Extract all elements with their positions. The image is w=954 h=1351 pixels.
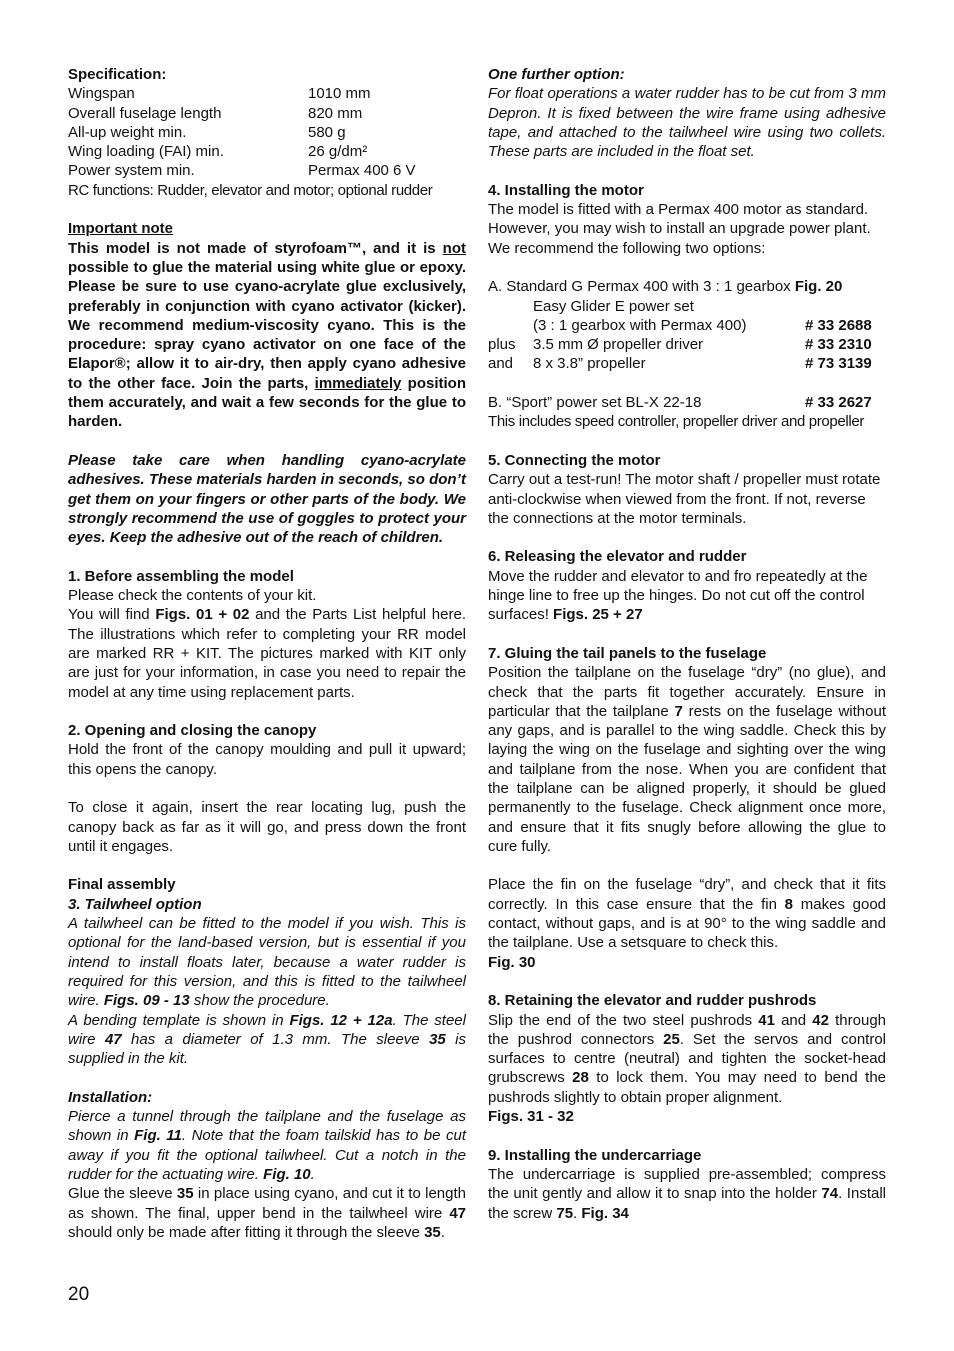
- left-column: [68, 65, 466, 1242]
- section-2-text: Hold the front of the canopy moulding and pull it upward; this opens the canopy.: [68, 741, 466, 778]
- spec-value: Permax 400 6 V: [308, 162, 416, 180]
- page-number: 20: [68, 1284, 90, 1305]
- figure-reference: Figs. 25 + 27: [553, 606, 643, 624]
- figure-reference: Figs. 31 - 32: [488, 1108, 574, 1126]
- installation-text: Pierce a tunnel through the tailplane and the fuselage as shown in Fig. 11. Note that the foam tailskid has to be cut away if you fit the optional tailwheel. Cut a notch in the rudder for the actuating wire. Fig. 10.: [68, 1108, 466, 1183]
- section-3-text: A tailwheel can be fitted to the model if you wish. This is optional for the land-based version, but is essential if you intend to install floats later, because a water rudder is required for this version, and this is fitted to the tailwheel wire. Figs. 09 - 13 show the procedure.: [68, 915, 466, 1010]
- figure-reference: Fig. 10: [263, 1165, 311, 1183]
- section-7-heading: 7. Gluing the tail panels to the fuselage: [488, 644, 767, 662]
- section-9-text: The undercarriage is supplied pre-assembled; compress the unit gently and allow it to snap into the holder 74. Install the screw 75. Fig. 34: [488, 1165, 886, 1222]
- figure-reference: Fig. 11: [134, 1127, 182, 1145]
- figure-reference: Fig. 30: [488, 953, 536, 971]
- spec-row: [68, 142, 466, 161]
- spec-label: Overall fuselage length: [68, 104, 222, 122]
- important-note: This model is not made of styrofoam™, and it is not possible to glue the material using white glue or epoxy. Please be sure to use cyano-acrylate glue exclusively, preferably in conjunction with cyano activator (kicker). We recommend medium-viscosity cyano. This is the procedure: spray cyano activator on one face of the Elapor®; allow it to air-dry, then apply cyano adhesive to the other face. Join the parts, immediately position them accurately, and wait a few seconds for the glue to harden.: [68, 239, 466, 431]
- figure-reference: Figs. 01 + 02: [155, 606, 250, 624]
- figure-reference: Figs. 09 - 13: [103, 992, 190, 1010]
- option-a: A. Standard G Permax 400 with 3 : 1 gearbox Fig. 20: [488, 278, 843, 296]
- spec-row: [68, 161, 466, 180]
- section-1-text: You will find Figs. 01 + 02 and the Parts List helpful here. The illustrations which refer to completing your RR model are marked RR + KIT. The pictures marked with KIT only are just for your information, in case you need to repair the model at any time using replacement parts.: [68, 606, 466, 701]
- spec-label: Wing loading (FAI) min.: [68, 143, 224, 161]
- further-option-text: For float operations a water rudder has to be cut from 3 mm Depron. It is fixed between the wire frame using adhesive tape, and attached to the tailwheel wire using two collets. These parts are included in the float set.: [488, 85, 886, 161]
- section-9-heading: 9. Installing the undercarriage: [488, 1146, 702, 1164]
- section-3-text: A bending template is shown in Figs. 12 + 12a. The steel wire 47 has a diameter of 1.3 mm. The sleeve 35 is supplied in the kit.: [68, 1011, 467, 1068]
- section-4-text: The model is fitted with a Permax 400 motor as standard. However, you may wish to install an upgrade power plant. We recommend the following two options:: [488, 201, 871, 257]
- adhesive-warning: Please take care when handling cyano-acrylate adhesives. These materials harden in seconds, so don’t get them on your fingers or other parts of the body. We strongly recommend the use of goggles to protect your eyes. Keep the adhesive out of the reach of children.: [68, 451, 466, 547]
- spec-row: [68, 84, 466, 103]
- option-a-row: plus 3.5 mm Ø propeller driver # 33 2310: [488, 336, 872, 354]
- further-option-heading: One further option:: [488, 66, 625, 83]
- section-4-heading: 4. Installing the motor: [488, 181, 644, 199]
- section-6-text: Move the rudder and elevator to and fro repeatedly at the hinge line to free up the hinges. Do not cut off the control surfaces! Figs. 25 + 27: [488, 567, 868, 624]
- figure-reference: Figs. 12 + 12a: [289, 1011, 393, 1029]
- spec-label: All-up weight min.: [68, 123, 187, 141]
- section-8-text: Slip the end of the two steel pushrods 41 and 42 through the pushrod connectors 25. Set the servos and control surfaces to centre (neutral) and tighten the socket-head grubscrews 28 to lock them. You may need to bend the pushrods slightly to obtain proper alignment.: [488, 1011, 887, 1106]
- section-1-heading: 1. Before assembling the model: [68, 567, 294, 585]
- option-a-row: Easy Glider E power set: [533, 297, 694, 315]
- section-2-text: To close it again, insert the rear locating lug, push the canopy back as far as it will go, and press down the front until it engages.: [68, 799, 466, 855]
- right-column: [488, 65, 886, 1223]
- rc-functions: RC functions: Rudder, elevator and motor; optional rudder: [68, 181, 433, 199]
- section-7-text: Position the tailplane on the fuselage “dry” (no glue), and check that the parts fit together accurately. Ensure in particular that the tailplane 7 rests on the fuselage without any gaps, and is parallel to the wing saddle. Check this by laying the wing on the fuselage and sighting over the wing and tailplane from the nose. When you are confident that the tailplane can be aligned properly, it should be glued permanently to the fuselage. Check alignment once more, and ensure that it fits snugly before allowing the glue to cure fully.: [488, 664, 886, 855]
- section-7-text: Place the fin on the fuselage “dry”, and check that it fits correctly. In this case ensure that the fin 8 makes good contact, without gaps, and is at 90° to the wing saddle and the tailplane. Use a setsquare to check this.: [488, 876, 886, 952]
- important-heading: Important note: [68, 220, 173, 238]
- spec-value: 820 mm: [308, 104, 363, 122]
- spec-row: [68, 104, 466, 123]
- option-b-note: This includes speed controller, propeller driver and propeller: [488, 413, 865, 431]
- section-5-heading: 5. Connecting the motor: [488, 451, 661, 469]
- spec-value: 580 g: [308, 123, 346, 141]
- spec-label: Power system min.: [68, 162, 195, 180]
- figure-reference: Fig. 34: [581, 1204, 629, 1222]
- option-b: B. “Sport” power set BL-X 22-18 # 33 2627: [488, 394, 872, 412]
- section-8-heading: 8. Retaining the elevator and rudder pushrods: [488, 992, 817, 1010]
- section-1-text: Please check the contents of your kit.: [68, 587, 317, 605]
- spec-value: 26 g/dm²: [308, 143, 368, 161]
- figure-reference: Fig. 20: [794, 278, 843, 296]
- installation-text: Glue the sleeve 35 in place using cyano, and cut it to length as shown. The final, upper bend in the tailwheel wire 47 should only be made after fitting it through the sleeve 35.: [68, 1185, 466, 1241]
- spec-label: Wingspan: [68, 85, 135, 103]
- spec-value: 1010 mm: [308, 85, 371, 103]
- section-3-heading: 3. Tailwheel option: [68, 895, 202, 913]
- final-assembly-heading: Final assembly: [68, 876, 176, 894]
- installation-heading: Installation:: [68, 1088, 153, 1106]
- option-a-row: (3 : 1 gearbox with Permax 400) # 33 2688: [533, 316, 872, 334]
- section-6-heading: 6. Releasing the elevator and rudder: [488, 548, 747, 566]
- section-5-text: Carry out a test-run! The motor shaft / propeller must rotate anti-clockwise when viewed from the front. If not, reverse the connections at the motor terminals.: [488, 471, 881, 527]
- spec-row: [68, 123, 466, 142]
- spec-heading: Specification:: [68, 66, 167, 83]
- section-2-heading: 2. Opening and closing the canopy: [68, 722, 317, 740]
- option-a-row: and 8 x 3.8” propeller # 73 3139: [488, 355, 872, 373]
